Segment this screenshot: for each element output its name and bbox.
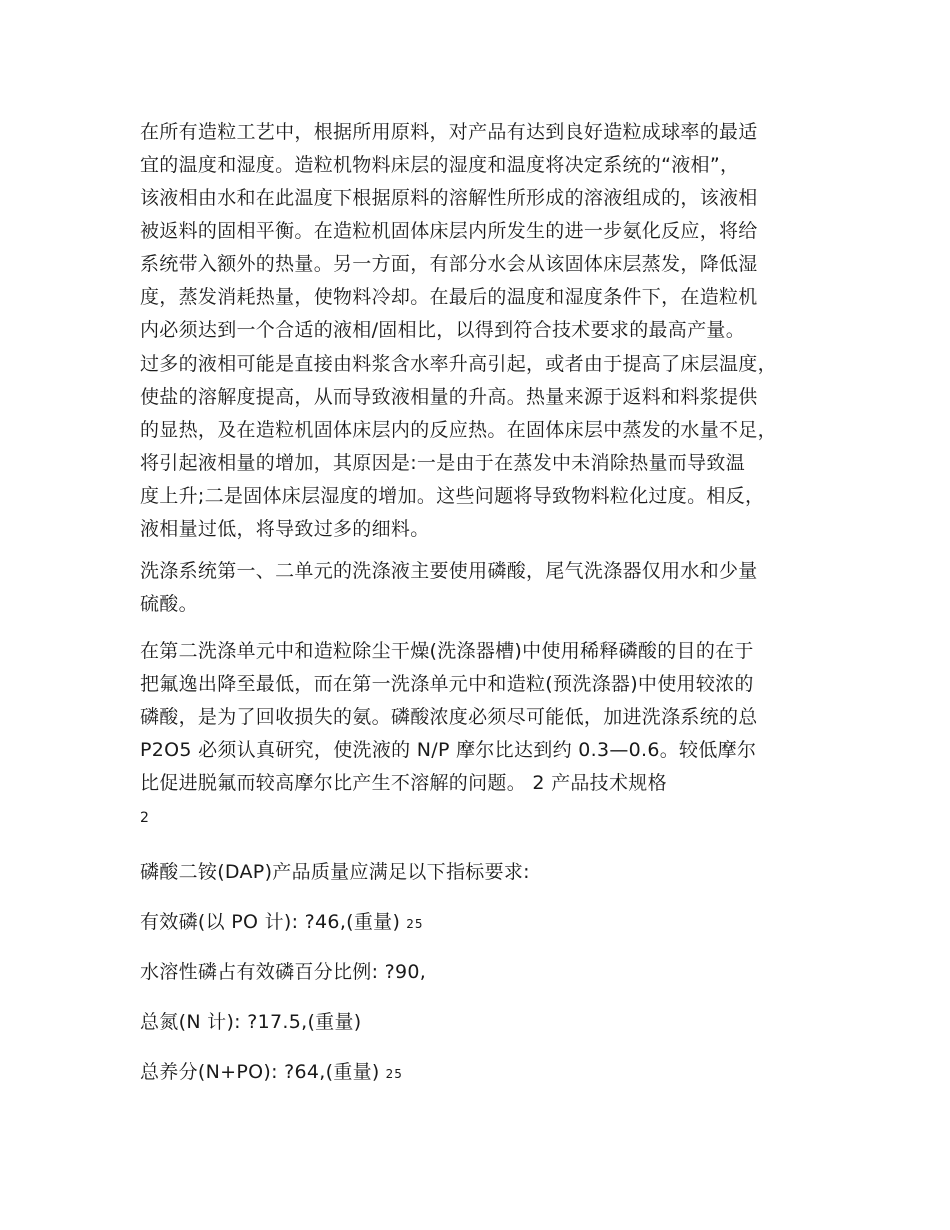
spec-item-water-soluble-phosphorus [140,958,432,988]
spec-subscript: 25 [406,917,424,931]
spec-item-total-nitrogen [140,1008,367,1038]
paragraph-granulation-conditions: 在所有造粒工艺中，根据所用原料，对产品有达到良好造粒成球率的最适 宜的温度和湿度。造粒机物料床层的湿度和温度将决定系统的“液相”， 该液相由水和在此温度下根据原料的溶解性所形成的溶液组成的，该液相 被返料的固相平衡。在造粒机固体床层内所发生的进一步氨化反应，将给 系统带入额外的热量。另一方面，有部分水会从该固体床层蒸发，降低湿 度，蒸发消耗热量，使物料冷却。在最后的温度和湿度条件下，在造粒机 内必须达到一个合适的液相/固相比，以得到符合技术要求的最高产量。 [140,121,758,341]
spec-subscript: 25 [385,1067,403,1081]
spec-text: 有效磷(以 PO 计): ?46,(重量) [140,911,401,933]
spec-item-total-nutrients [140,1058,403,1088]
spec-intro: 磷酸二铵(DAP)产品质量应满足以下指标要求: [140,861,530,883]
paragraph-scrubbing-system: 洗涤系统第一、二单元的洗涤液主要使用磷酸，尾气洗涤器仅用水和少量 硫酸。 [140,560,758,615]
paragraph-phosphoric-acid: 在第二洗涤单元中和造粒除尘干燥(洗涤器槽)中使用稀释磷酸的目的在于 把氟逸出降至最低，而在第一洗涤单元中和造粒(预洗涤器)中使用较浓的 磷酸，是为了回收损失的氨。磷酸浓度必须尽可能低，加进洗涤系统的总 P2O5 必须认真研究，使洗液的 N/P 摩尔比达到约 0.3—0.6。较低摩尔 比促进脱氟而较高摩尔比产生不溶解的问题。 2 产品技术规格 [140,640,758,794]
section-number: 2 [140,810,149,826]
spec-text: 总氮(N 计): ?17.5,(重量) [140,1011,362,1033]
spec-text: 水溶性磷占有效磷百分比例: ?90, [140,961,427,983]
paragraph-liquid-phase: 过多的液相可能是直接由料浆含水率升高引起，或者由于提高了床层温度， 使盐的溶解度提高，从而导致液相量的升高。热量来源于返料和料浆提供 的显热，及在造粒机固体床层内的反应热。在固体床层中蒸发的水量不足， 将引起液相量的增加，其原因是:一是由于在蒸发中未消除热量而导致温 度上升;二是固体床层湿度的增加。这些问题将导致物料粒化过度。相反， 液相量过低，将导致过多的细料。 [140,353,777,540]
spec-text: 总养分(N+PO): ?64,(重量) [140,1061,380,1083]
spec-item-available-phosphorus [140,908,423,938]
